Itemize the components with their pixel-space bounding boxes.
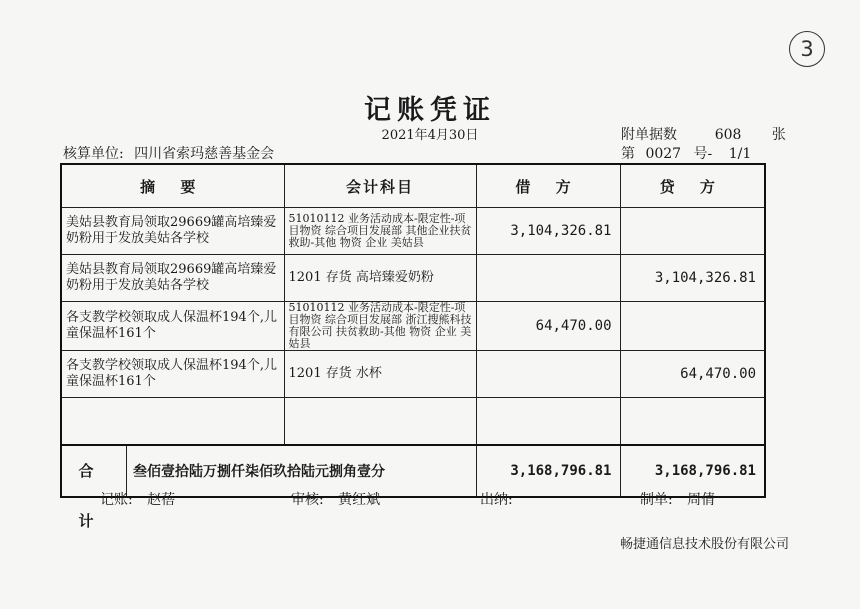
voucher-page: 1/1 xyxy=(728,146,752,162)
row-summary: 美姑县教育局领取29669罐高培臻爱奶粉用于发放美姑各学校 xyxy=(61,208,284,255)
row-account: 1201 存货 水杯 xyxy=(284,351,476,398)
total-credit: 3,168,796.81 xyxy=(620,445,765,497)
reviewer xyxy=(291,489,380,509)
row-credit xyxy=(620,398,765,446)
row-summary: 各支教学校领取成人保温杯194个,儿童保温杯161个 xyxy=(61,351,284,398)
page-number-circle: 3 xyxy=(789,31,825,67)
header-account: 会计科目 xyxy=(284,164,476,208)
voucher-number-prefix: 第 xyxy=(621,146,635,162)
row-account: 51010112 业务活动成本-限定性-项目物资 综合项目发展部 浙江搜熊科技有限公司 扶贫救助-其他 物资 企业 美姑县 xyxy=(284,302,476,351)
row-credit: 3,104,326.81 xyxy=(620,255,765,302)
voucher-number-value: 0027 xyxy=(645,146,682,162)
reviewer-name: 黄红斌 xyxy=(338,492,381,508)
row-account: 1201 存货 高培臻爱奶粉 xyxy=(284,255,476,302)
row-account: 51010112 业务活动成本-限定性-项目物资 综合项目发展部 其他企业扶贫救助-其他 物资 企业 美姑县 xyxy=(284,208,476,255)
bookkeeper-name: 赵蓓 xyxy=(147,492,176,508)
row-debit xyxy=(476,398,620,446)
row-summary xyxy=(61,398,284,446)
accounting-unit xyxy=(63,143,274,163)
header-credit: 贷 方 xyxy=(620,164,765,208)
table-row xyxy=(61,255,765,302)
attachments-count: 608 xyxy=(714,127,742,143)
preparer xyxy=(640,489,715,509)
total-debit: 3,168,796.81 xyxy=(476,445,620,497)
attachments xyxy=(621,124,786,144)
row-summary: 各支教学校领取成人保温杯194个,儿童保温杯161个 xyxy=(61,302,284,351)
row-account xyxy=(284,398,476,446)
preparer-label: 制单: xyxy=(640,492,673,508)
voucher-title: 记账凭证 xyxy=(364,95,496,126)
row-debit: 64,470.00 xyxy=(476,302,620,351)
voucher-date: 2021年4月30日 xyxy=(381,128,479,143)
row-debit xyxy=(476,351,620,398)
voucher-number-suffix: 号- xyxy=(693,146,713,162)
accounting-unit-label: 核算单位: xyxy=(63,146,124,162)
bookkeeper-label: 记账: xyxy=(100,492,133,508)
software-company: 畅捷通信息技术股份有限公司 xyxy=(620,537,790,552)
total-label: 合 计 xyxy=(62,446,127,496)
cashier-label: 出纳: xyxy=(480,492,513,508)
row-debit xyxy=(476,255,620,302)
table-row xyxy=(61,351,765,398)
table-row xyxy=(61,208,765,255)
row-credit xyxy=(620,302,765,351)
table-row-empty xyxy=(61,398,765,446)
preparer-name: 周倩 xyxy=(687,492,716,508)
accounting-unit-value: 四川省索玛慈善基金会 xyxy=(134,146,275,162)
attachments-label: 附单据数 xyxy=(621,127,677,143)
table-header xyxy=(61,164,765,208)
bookkeeper xyxy=(100,489,175,509)
row-credit xyxy=(620,208,765,255)
total-amount-words: 叁佰壹拾陆万捌仟柒佰玖拾陆元捌角壹分 xyxy=(133,464,385,480)
row-credit: 64,470.00 xyxy=(620,351,765,398)
row-summary: 美姑县教育局领取29669罐高培臻爱奶粉用于发放美姑各学校 xyxy=(61,255,284,302)
attachments-unit: 张 xyxy=(771,127,786,143)
row-debit: 3,104,326.81 xyxy=(476,208,620,255)
reviewer-label: 审核: xyxy=(291,492,324,508)
header-debit: 借 方 xyxy=(476,164,620,208)
voucher-number xyxy=(621,143,751,163)
header-summary: 摘 要 xyxy=(61,164,284,208)
cashier xyxy=(480,489,513,509)
table-row xyxy=(61,302,765,351)
